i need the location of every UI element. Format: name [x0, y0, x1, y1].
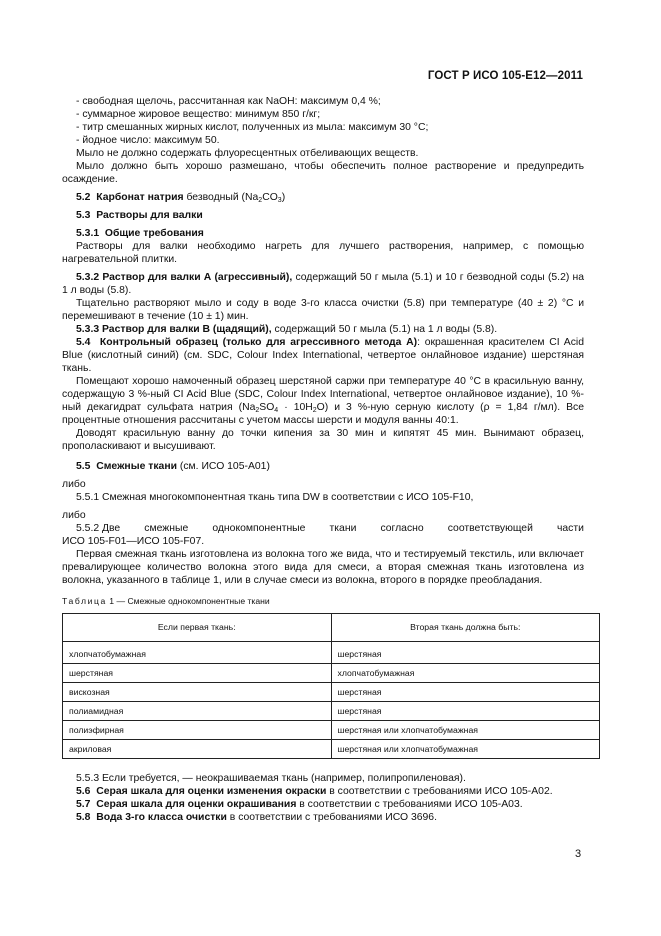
section-title: Раствор для валки А (агрессивный),	[102, 272, 293, 283]
section-number: 5.3	[76, 210, 91, 221]
section-5-4-dyeing	[62, 375, 584, 427]
table-cell: акриловая	[63, 740, 332, 759]
table-row	[63, 740, 600, 759]
section-text: содержащий 50 г мыла (5.1) и 10 г безводной соды (5.2) на 1 л воды (5.8).	[62, 272, 585, 296]
subscript: 2	[312, 407, 317, 414]
section-5-5	[62, 460, 584, 473]
column-header: Если первая ткань:	[63, 614, 332, 642]
table-row	[63, 702, 600, 721]
list-item: - титр смешанных жирных кислот, полученных из мыла: максимум 30 °С;	[76, 122, 429, 133]
list-item: - суммарное жировое вещество: минимум 850 г/кг;	[76, 109, 321, 120]
section-5-4	[62, 336, 584, 375]
section-title: Смежные ткани	[96, 461, 177, 472]
section-5-3-3	[62, 323, 584, 336]
table-cell: шерстяная или хлопчатобумажная	[331, 740, 600, 759]
section-number: 5.3.1	[76, 228, 100, 239]
section-title: Карбонат натрия	[96, 192, 184, 203]
section-text: содержащий 50 г мыла (5.1) на 1 л воды (5.8).	[271, 324, 498, 335]
table-cell: шерстяная	[331, 642, 600, 664]
word: смежные	[144, 523, 189, 534]
section-5-3-2-text2: Тщательно растворяют мыло и соду в воде 3-го класса очистки (5.8) при температуре (40 ± 2) °С и перемешивают в течение (10 ± 1) мин.	[62, 298, 584, 322]
section-text: · 10H	[278, 402, 313, 413]
section-5-6	[62, 785, 584, 798]
section-5-5-2-line1	[62, 522, 584, 535]
section-5-5-first-fabric: Первая смежная ткань изготовлена из волокна того же вида, что и тестируемый текстиль, или включает превалирующее количество волокна этого вида для смеси, а вторая смежная ткань изготовлена из волокна, указанного в таблице 1, или в случае смеси из волокна, второго в порядке преобладания.	[62, 549, 584, 586]
paragraph-no-fluorescent: Мыло не должно содержать флуоресцентных отбеливающих веществ.	[76, 148, 419, 159]
table-cell: полиамидная	[63, 702, 332, 721]
table-cell: полиэфирная	[63, 721, 332, 740]
section-text: Помещают хорошо намоченный образец шерстяной саржи при температуре 40 °С в красильную ванну, содержащую 3 %-ный CI Acid Blue (SDC, Colour Index International, четвертое онлайновое издание), 10 %-ный декагидрат сульфата натрия (Na	[62, 376, 584, 413]
paragraph-mixing: Мыло должно быть хорошо размешано, чтобы обеспечить полное растворение и предупредить осаждение.	[62, 161, 584, 185]
section-number: 5.3.2	[76, 272, 100, 283]
word: однокомпонентные	[212, 523, 306, 534]
section-5-5-1: 5.5.1 Смежная многокомпонентная ткань типа DW в соответствии с ИСО 105-F10,	[76, 492, 474, 503]
table-row	[63, 642, 600, 664]
table-cell: шерстяная или хлопчатобумажная	[331, 721, 600, 740]
either-label: либо	[62, 479, 86, 490]
list-item: - свободная щелочь, рассчитанная как NaOH: максимум 0,4 %;	[76, 96, 381, 107]
adjacent-fabrics-table	[62, 613, 600, 759]
section-text: )	[281, 192, 286, 203]
section-title: Контрольный образец (только для агрессивного метода А)	[99, 337, 418, 348]
section-text: SO	[259, 402, 275, 413]
document-body	[62, 95, 584, 824]
subscript: 4	[274, 407, 279, 414]
section-5-3-1-heading	[62, 227, 584, 240]
section-5-3	[62, 209, 584, 222]
section-title: Раствор для валки В (щадящий),	[102, 324, 272, 335]
word: ткани	[329, 523, 357, 534]
section-number: 5.2	[76, 192, 91, 203]
section-5-3-1-text: Растворы для валки необходимо нагреть для лучшего растворения, например, с помощью нагревательной плитки.	[62, 241, 584, 265]
table-cell: шерстяная	[331, 702, 600, 721]
word: 5.5.2 Две	[76, 523, 121, 534]
table-row	[63, 664, 600, 683]
section-title: Растворы для валки	[96, 210, 203, 221]
word: части	[556, 523, 584, 534]
subscript: 2	[258, 197, 263, 204]
table-cell: шерстяная	[63, 664, 332, 683]
section-5-7	[62, 798, 584, 811]
section-5-3-2	[62, 271, 584, 297]
table-cell: шерстяная	[331, 683, 600, 702]
caption-text: 1 — Смежные однокомпонентные ткани	[106, 596, 270, 606]
section-text: в соответствии с требованиями ИСО 105-А02.	[326, 786, 553, 797]
section-number: 5.6	[76, 786, 91, 797]
section-number: 5.4	[76, 337, 91, 348]
word: согласно	[380, 523, 424, 534]
section-5-5-3: 5.5.3 Если требуется, — неокрашиваемая ткань (например, полипропиленовая).	[76, 773, 466, 784]
section-text: в соответствии с требованиями ИСО 105-А03.	[296, 799, 523, 810]
section-text: безводный (Na	[183, 192, 259, 203]
section-text: (см. ИСО 105-А01)	[176, 461, 270, 472]
section-number: 5.8	[76, 812, 91, 823]
table-row	[63, 721, 600, 740]
section-5-2	[62, 191, 584, 204]
subscript: 2	[255, 407, 260, 414]
subscript: 3	[277, 197, 282, 204]
section-5-8	[62, 811, 584, 824]
section-5-4-boiling: Доводят красильную ванну до точки кипения за 30 мин и кипятят 45 мин. Вынимают образец, прополаскивают и высушивают.	[62, 428, 584, 452]
section-text: CO	[262, 192, 278, 203]
section-title: Вода 3-го класса очистки	[96, 812, 227, 823]
table-header-row	[63, 614, 600, 642]
word: соответствующей	[447, 523, 533, 534]
table-cell: хлопчатобумажная	[63, 642, 332, 664]
table-caption	[62, 596, 584, 607]
section-number: 5.7	[76, 799, 91, 810]
document-code-header: ГОСТ Р ИСО 105-Е12—2011	[427, 70, 583, 82]
section-title: Серая шкала для оценки окрашивания	[96, 799, 297, 810]
page-number: 3	[575, 848, 582, 860]
column-header: Вторая ткань должна быть:	[331, 614, 600, 642]
section-text: в соответствии с требованиями ИСО 3696.	[226, 812, 437, 823]
or-label: либо	[62, 510, 86, 521]
section-text: : окрашенная красителем CI Acid Blue (кислотный синий) (см. SDC, Colour Index International, четвертое онлайновое издание) шерстяная ткань.	[62, 337, 584, 374]
table-cell: вискозная	[63, 683, 332, 702]
section-number: 5.3.3	[76, 324, 100, 335]
section-number: 5.5	[76, 461, 91, 472]
table-cell: хлопчатобумажная	[331, 664, 600, 683]
section-title: Общие требования	[104, 228, 204, 239]
section-title: Серая шкала для оценки изменения окраски	[96, 786, 327, 797]
caption-word: Таблица	[62, 596, 107, 606]
section-5-5-2-line2: ИСО 105-F01—ИСО 105-F07.	[62, 536, 205, 547]
list-item: - йодное число: максимум 50.	[76, 135, 220, 146]
table-row	[63, 683, 600, 702]
section-text: O) и 3 %-ную серную кислоту (ρ = 1,84 г/мл). Все процентные отношения рассчитаны с учетом массы шерсти и модуля ванны 40:1.	[62, 402, 585, 426]
